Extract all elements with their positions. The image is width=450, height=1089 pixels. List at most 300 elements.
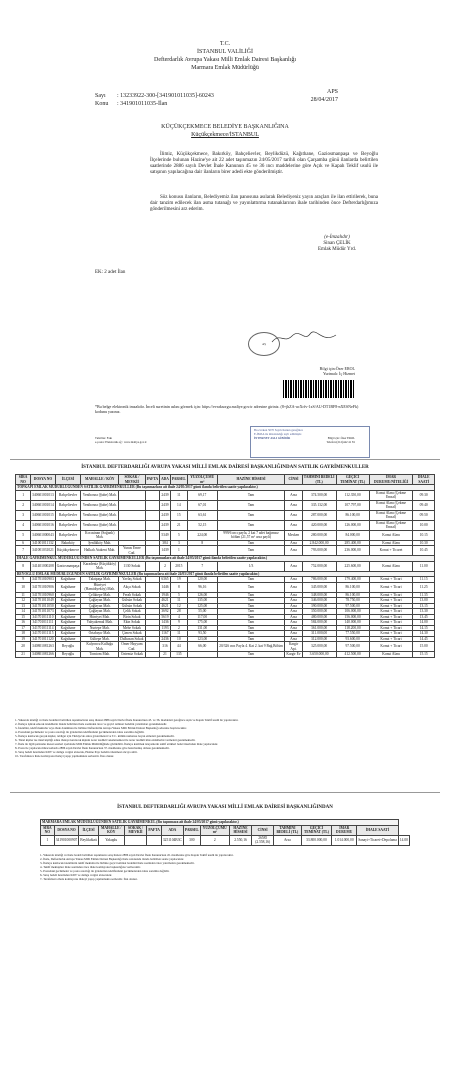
table-cell: 1130 Sokak — [119, 561, 145, 571]
table-cell: 311.000,00 — [302, 631, 336, 637]
table-cell: 44 — [170, 642, 187, 652]
footer-left — [95, 436, 147, 444]
table-cell: Tam — [217, 625, 285, 631]
header-valilik: İSTANBUL VALİLİĞİ — [197, 49, 253, 55]
table-row — [16, 642, 435, 652]
table-cell: Tam — [217, 490, 285, 500]
table-cell: 2.550,16 — [229, 835, 252, 845]
page-divider — [10, 792, 440, 793]
table-cell: 341701011073 — [32, 609, 54, 613]
table-cell: Küçükçekmece — [55, 546, 81, 556]
table-cell: 2439 — [160, 520, 171, 530]
table-cell: 97.500,00 — [336, 642, 369, 652]
table-cell — [145, 520, 159, 530]
signer-name: Sinan ÇELİK — [323, 241, 351, 246]
table-cell: 20/326 ıncı Payla 4. Kat 2. kat 9 Bağ.Bölüm — [217, 642, 285, 652]
table-cell: 340801081266 — [32, 652, 54, 656]
table-cell: 11 — [170, 490, 187, 500]
table-cell: 8 — [16, 561, 31, 571]
table-cell: 11 — [170, 598, 187, 604]
column-header: YÜZÖLÇÜMÜ m² — [187, 475, 217, 485]
second-notice-page — [0, 795, 450, 1089]
table-cell: Konut Alanı — [369, 561, 413, 571]
table-cell: 2439 — [160, 490, 171, 500]
table-cell: Tam — [217, 631, 285, 637]
table-cell: Yenibosna (Şube) Mah. — [81, 490, 119, 500]
table-cell: 341701011120 — [32, 636, 54, 641]
table-row — [16, 652, 435, 658]
table-cell: Konut + Ticari — [369, 582, 413, 592]
table-cell: Konut + Ticari — [369, 625, 413, 631]
table-cell: Yavlaş Sokak — [119, 577, 145, 583]
column-header: MAHALLE / KÖY — [98, 825, 124, 835]
stamp-line-1: Bu evrakın 5070 Sayılı Kanun gereğince — [254, 428, 303, 432]
table-cell: 106.000,00 — [336, 609, 369, 615]
table-cell: Kağıthane — [55, 592, 81, 598]
table-cell: Tam — [217, 582, 285, 592]
table-cell: 140.000,00 — [336, 620, 369, 626]
table-cell — [145, 582, 159, 592]
table-row — [16, 530, 435, 540]
aps-block — [311, 88, 338, 104]
table-cell: Gülsün Sokak — [119, 598, 145, 604]
note-line: 2- İhale, Defterdarlık Avrupa Yakası Milli Emlak Dairesi Başkanlığı ihale salonunda ilanda belirtilen saatte yapılacaktır. — [40, 857, 184, 861]
table-cell: Arsa — [285, 520, 302, 530]
table-cell: 117,00 — [187, 614, 217, 620]
sale-table-body — [16, 485, 435, 658]
table-cell: 09.50 — [413, 510, 435, 520]
table-cell: Ekin Sokak — [119, 620, 145, 626]
table-cell: Kağıthane — [55, 598, 81, 604]
table-cell: Tam — [217, 609, 285, 615]
table-cell: 4 — [16, 520, 31, 530]
table-cell: 14.30 — [413, 631, 435, 637]
table-cell: Tam — [217, 546, 285, 556]
table-cell: Arsa — [285, 609, 302, 615]
table-row — [16, 490, 435, 500]
table-cell: Arsa — [285, 490, 302, 500]
table-cell: 1 — [16, 490, 31, 500]
table-row — [16, 582, 435, 592]
table-cell: 18 — [16, 631, 31, 637]
table-cell: 15 — [16, 614, 31, 620]
table-cell: Konut Alanı — [369, 652, 413, 658]
table-cell: Bahçelievler — [55, 500, 81, 510]
table-cell: Arsa — [285, 625, 302, 631]
table-cell: 93,50 — [187, 631, 217, 637]
section-title: MARMARA EMLAK MÜDÜRLÜĞÜNDEN SATILIK GAYRİMENKUL (Bu taşınmaza ait ihale 24/05/2017 günü yapılacaktır.) — [41, 820, 399, 826]
table-cell: 8 — [187, 540, 217, 546]
note-line: 9- Satış bedeli üzerinden KDV ve damga vergisi alınacak, Hazine Payı bedelin ödenmesi alıcıya aittir. — [15, 750, 138, 754]
table-cell: 118.200,00 — [336, 625, 369, 631]
seal-text: AŞ — [262, 342, 266, 346]
note-line: 4- Teklif mektupları ihale saatinden önce ihale komisyonu başkanlığına verilecektir. — [40, 865, 141, 869]
table-cell: Arsa — [285, 577, 302, 583]
column-header: HAZİNE HİSSESİ — [217, 475, 285, 485]
column-header: İHALE SAATİ — [357, 825, 399, 835]
table-cell: Hürriyet Mah. — [81, 614, 119, 620]
table-cell: 1946 — [161, 592, 169, 597]
table-cell: Gültepe Mah. — [81, 636, 119, 642]
handwritten-signature — [270, 330, 340, 346]
column-header: SIRA NO — [41, 825, 55, 835]
table-cell: 341701011115 — [32, 631, 54, 635]
table-cell — [187, 652, 217, 658]
table-cell: 93.600,00 — [336, 636, 369, 642]
table-cell: Konut Alanı (Çekme Emsal) — [369, 510, 413, 520]
table-cell — [145, 642, 159, 652]
section-title: TOPKAPI EMLAK MÜDÜRLÜĞÜNDEN SATILIK GAYRİMENKULLER (Bu taşınmazlara ait ihale 24/05/2017 günü ilanda belirtilen saatte yapılacaktır.) — [16, 485, 435, 491]
table-cell: Konut Alanı (Çekme Emsal) — [369, 490, 413, 500]
table-cell: Kağıthane — [55, 603, 81, 609]
verification-note: *Bu belge elektronik imzalıdır. İnceli suretinin aslını görmek için: https://evraksorgu.maliye.gov.tr adresine giriniz. (8+jhZA-ucXrfv-1xS/AU-DT1BF8-nXESNeFk) kodunu yazınız. — [95, 404, 359, 414]
table-cell: 21 — [160, 652, 171, 658]
table-cell: Mesken — [285, 530, 302, 540]
table-cell: 12 — [16, 598, 31, 604]
column-header: MAHALLE / KÖY — [81, 475, 119, 485]
table-cell: Kağıthane — [55, 631, 81, 637]
column-header: SIRA NO — [16, 475, 31, 485]
table-cell: 97.500,00 — [336, 603, 369, 609]
table-cell: Tam — [217, 500, 285, 510]
table-cell: Tam — [217, 620, 285, 626]
table-cell: 752.000,00 — [302, 561, 336, 571]
table-row — [16, 500, 435, 510]
table-cell: Beyoğlu — [55, 642, 81, 652]
table-cell — [147, 835, 161, 845]
table-cell: Arsa — [285, 510, 302, 520]
sale-table-title: İSTANBUL DEFTERDARLIĞI AVRUPA YAKASI MİLLİ EMLAK DAİRESİ BAŞKANLIĞINDAN SATILIK GAYRİMENKULLER — [81, 465, 369, 470]
table-row — [16, 510, 435, 520]
table-cell: 13.45 — [413, 614, 435, 620]
table-cell: Arsa — [285, 603, 302, 609]
e-imza-label: (e-İmzalıdır) — [324, 235, 350, 240]
table-cell: 120,00 — [187, 577, 217, 583]
table-cell: 16 — [16, 620, 31, 626]
table-cell — [145, 546, 159, 556]
table-cell: 3.650.000,00 — [302, 652, 336, 658]
addressee-line-1: KÜÇÜKÇEKMECE BELEDİYE BAŞKANLIĞINA — [161, 124, 289, 130]
table-cell: 86.100,00 — [336, 510, 369, 520]
table-cell: 10.00 — [413, 520, 435, 530]
table-cell: 236.000,00 — [336, 546, 369, 556]
paragraph-2: Söz konusu ilanların, Belediyemiz ilan panosuna asılarak Belediyeniz yayın araçları ile ilan ettirilerek, buna dair tanzim edilecek ilan asma tutanağı ve yayınlattırma tutanaklarının ihale tarihinden önce Defterdarlığımıza gönderilmesini arz ederim. — [150, 195, 378, 212]
table-cell: 4621 — [161, 598, 169, 602]
note-line: 8- Posta ile yapılacak müracaatlarda 2886 sayılı Devlet İhale Kanunu'nun 37. maddesine göre hazırlanmış olması gerekmektedir. — [15, 746, 170, 750]
table-cell: Arsa — [285, 592, 302, 598]
table-cell — [119, 500, 145, 510]
note-line: 7- Tarafımızca ihale komisyonu ihaleyi yapıp yapmamakta serbesttir. İlan olunur. — [40, 877, 138, 881]
konu-label: Konu — [95, 101, 109, 107]
table-cell: 10.15 — [413, 530, 435, 540]
table-cell: 86.100,00 — [336, 582, 369, 592]
table-cell: 13.15 — [413, 603, 435, 609]
table-cell: 09.30 — [413, 490, 435, 500]
letter-page — [0, 0, 450, 458]
table-cell: 125,00 — [187, 603, 217, 609]
table-cell: 69,17 — [187, 490, 217, 500]
table-cell: 112.350,00 — [336, 490, 369, 500]
table-cell: 84.000,00 — [336, 530, 369, 540]
table-cell: 3692 — [161, 609, 169, 613]
table-cell: 28 — [170, 609, 187, 615]
column-header: ADA — [161, 825, 183, 835]
table-cell: 13 — [16, 603, 31, 609]
sale-table — [15, 474, 435, 658]
table-cell: Sanayi+Ticaret+Depolama — [357, 835, 399, 845]
table-cell: 316 — [160, 642, 171, 652]
table-cell: Arsa — [285, 540, 302, 546]
table-cell: Kocasinan (Soğanlı) Mah. — [81, 530, 119, 540]
table-cell: 10.45 — [413, 546, 435, 556]
table-cell: 300 — [183, 835, 200, 845]
table-cell: 1193 — [161, 625, 169, 630]
table-cell: Yenibosna (Şube) Mah. — [81, 520, 119, 530]
table-cell: Kağıthane — [55, 582, 81, 592]
table-cell: Konut + Ticari — [369, 609, 413, 615]
table-cell: 350.000,00 — [302, 609, 336, 615]
table-cell: 19 — [16, 636, 31, 642]
table-cell: Konut + Ticari — [369, 642, 413, 652]
table-cell: Konut Alanı — [369, 530, 413, 540]
table-cell: 156.000,00 — [336, 614, 369, 620]
table-cell: Yunus Emre Cad. — [119, 546, 145, 556]
table-cell: 9 — [16, 577, 31, 583]
table-cell: Tam — [217, 592, 285, 598]
table-cell: Tam — [217, 652, 285, 658]
table-cell: 3251104B3C — [161, 835, 183, 845]
table-cell: 11 — [16, 592, 31, 598]
bilgi-line-1: Bilgi için:Özer EROL — [319, 366, 355, 371]
table-cell: 33.800.000,00 — [301, 835, 331, 845]
table-cell: Çağlayan Mah. — [81, 598, 119, 604]
signature-block — [318, 235, 356, 253]
table-cell: Kağıthane — [55, 636, 81, 642]
footer-right-1: Bilgi için: Özer EROL — [327, 436, 355, 440]
table-cell — [119, 530, 145, 540]
table-cell — [145, 500, 159, 510]
table-cell: 280.000,00 — [302, 530, 336, 540]
note-line: 6- Satış bedeli üzerinden KDV ve damga vergisi alınacaktır. — [40, 873, 113, 877]
table-cell: Gülsün Sokak — [119, 603, 145, 609]
table-cell: Arsa — [285, 636, 302, 642]
table-cell: 96,16 — [187, 582, 217, 592]
note-line: 3- İhaleye katılacak isteklilerin teklif mektubu ile birlikte geçici teminat bedelini ihale saatinden önce yatırmaları gerekmektedir. — [40, 861, 195, 865]
second-notice-table — [40, 819, 410, 846]
paragraph-1: İlimiz, Küçükçekmece, Bakırköy, Bahçelievler, Beylikdüzü, Kağıthane, Gaziosmanpaşa ve Beyoğlu İlçelerinde bulunan Hazine'ye ait 22 adet taşınmazın 24/05/2017 tarihli olan Çarşamba günü ilanlarda belirtilen saatlerinde 2886 sayılı Devlet İhale Kanunun 45 ve 36 ıncı maddelerine göre Açık ve Kapalı Teklif usulü ile satışının yapılacağına dair ilanların birer adedi ekte gönderilmiştir. — [150, 152, 378, 175]
second-notice-notes — [40, 853, 410, 881]
table-cell: 341701011114 — [32, 625, 54, 630]
table-cell: 325.000,00 — [302, 642, 336, 652]
table-cell: 361.000,00 — [302, 625, 336, 631]
table-cell: 341701011050 — [32, 603, 54, 608]
table-cell: Ortabayır Mah. — [81, 631, 119, 637]
table-cell: Konut + Ticaret — [369, 546, 413, 556]
table-cell: Kağıthane — [55, 625, 81, 631]
table-cell: Tam — [217, 520, 285, 530]
second-notice-title: İSTANBUL DEFTERDARLIĞI AVRUPA YAKASI MİLLİ EMLAK DAİRESİ BAŞKANLIĞINDAN — [117, 805, 333, 810]
table-cell: 340601001014 — [31, 500, 56, 510]
column-header: TAHMİNİ BEDELİ (TL) — [303, 475, 335, 484]
table-cell: 86.100,00 — [336, 592, 369, 598]
table-cell — [119, 510, 145, 520]
table-cell: Birin Sokak — [119, 614, 145, 620]
table-cell: Dalbasan Sokak — [120, 636, 144, 641]
column-header: PAFTA — [145, 475, 159, 485]
table-cell: Kargir Ev — [286, 652, 301, 656]
table-cell: Bahçelievler — [55, 530, 81, 540]
column-header: GEÇİCİ TEMİNAT (TL) — [336, 475, 369, 485]
table-cell: 341701010903 — [32, 577, 54, 581]
table-cell — [187, 546, 217, 556]
table-cell: 341701011111 — [32, 620, 54, 624]
table-cell: Konut + Ticari — [369, 592, 413, 598]
column-header: YÜZÖLÇÜMÜ m² — [200, 825, 229, 835]
table-cell: Öztemiz Sokak — [119, 652, 145, 658]
table-cell: 341701011049 — [32, 598, 54, 602]
header-tc: T.C. — [219, 41, 231, 47]
column-header: PAFTA — [147, 825, 161, 835]
table-cell: 131,00 — [187, 625, 217, 631]
letter-date: 28/04/2017 — [310, 97, 338, 103]
footer-right-2: Telefon:(212)442 41 81 — [326, 440, 355, 444]
table-cell: 7 — [16, 546, 31, 556]
table-cell: 10 — [170, 636, 187, 642]
table-cell: 3 — [170, 540, 187, 546]
table-cell: 12 — [170, 603, 187, 609]
note-line: 1- Yukarıda niteliği ve ihale bedeli belirtilen taşınmazın satış ihalesi 2886 sayılı Devlet İhale Kanunu'nun 45. maddesine göre Kapalı Teklif usulü ile yapılacaktır. — [40, 853, 234, 857]
table-cell: Beyoğlu — [55, 652, 81, 658]
table-cell: 335.132,00 — [302, 500, 336, 510]
table-cell: Arsa — [285, 500, 302, 510]
table-cell: 584.000,00 — [302, 620, 336, 626]
table-cell: 13.00 — [413, 598, 435, 604]
table-cell: Beylikdüzü — [79, 835, 99, 845]
table-cell: 1 — [170, 546, 187, 556]
column-header: HAZİNE HİSSESİ — [229, 825, 252, 835]
table-cell: Çimen Sokak — [119, 631, 145, 637]
table-cell: 52,15 — [187, 520, 217, 530]
column-header: ADA — [160, 475, 171, 485]
column-header: SOKAK / MEVKİİ — [119, 475, 145, 485]
table-cell — [145, 652, 159, 658]
table-row — [16, 561, 435, 571]
table-cell: Kalyoncu Kulluğu Mah. — [81, 642, 119, 652]
table-cell: 4 — [170, 614, 187, 620]
table-cell: 8 — [170, 582, 187, 592]
table-cell: 2439 — [160, 500, 171, 510]
column-header: DOSYA NO — [31, 475, 56, 485]
table-cell: 312.000,00 — [302, 636, 336, 642]
table-cell: Arsa — [285, 546, 302, 556]
table-cell: 126.000,00 — [336, 520, 369, 530]
table-cell: 11.25 — [413, 582, 435, 592]
table-cell: Bahçelievler — [55, 520, 81, 530]
addressee — [0, 123, 450, 139]
footer-left-1: Tulsillas: Fakı — [95, 436, 113, 440]
table-cell: 1446 — [160, 582, 171, 592]
table-cell: 77.550,00 — [336, 631, 369, 637]
table-cell: 11.00 — [413, 561, 435, 571]
bilgi-block — [320, 366, 355, 376]
stamp-line-2: E-İMZA ile imzalandığı teyit edilmiştir. — [254, 432, 302, 436]
table-cell: 7 — [187, 561, 217, 571]
table-cell: 1.014.000,00 — [332, 835, 357, 845]
table-cell: 123,00 — [187, 636, 217, 642]
table-cell: 341701010960 — [32, 592, 54, 597]
table-cell: Tam — [217, 577, 285, 583]
table-cell: 21 — [16, 652, 31, 658]
table-cell: 15 — [170, 510, 187, 520]
table-cell: 107.797,00 — [336, 500, 369, 510]
column-header: CİNSİ — [285, 475, 302, 485]
table-cell — [119, 520, 145, 530]
table-cell: Konut + Ticari — [369, 636, 413, 642]
table-cell: 374.500,00 — [302, 490, 336, 500]
table-cell: 20 — [16, 642, 31, 652]
table-cell: 2436 — [161, 636, 169, 641]
note-line: 6- Tüzel kişiler ise tüzel kişiliği adına ihaleye katılacak kişinin noter tasdikli vekaletnamesi ile noter tasdikli imza sirkülerini vermeleri gerekmektedir. — [15, 738, 196, 742]
sale-listing-page — [0, 460, 450, 790]
table-cell: Karadeniz (Küçükköy) Mah. — [81, 561, 119, 571]
table-cell: 26585 (2.558,16) — [252, 835, 274, 845]
table-cell: Çağlayan Mah. — [81, 609, 119, 615]
table-cell: 5 — [170, 592, 187, 598]
column-header: PARSEL — [170, 475, 187, 485]
table-row — [16, 546, 435, 556]
table-cell: 412.500,00 — [336, 652, 369, 658]
table-cell: 175,00 — [187, 620, 217, 626]
table-cell: Bahçelievler — [55, 490, 81, 500]
column-header: TAHMİNİ BEDELİ (TL) — [274, 825, 302, 835]
table-cell: 13.30 — [413, 609, 435, 615]
table-cell — [124, 835, 147, 845]
section-title: BEYOĞLU EMLAK MÜDÜRLÜĞÜNDEN SATILIK GAYRİMENKULLER (Bu taşınmazlara ait ihale 24/05/2017 günü ilanda belirtilen saatte yapılacaktır.) — [16, 571, 435, 577]
table-cell: Tomtom Mah. — [81, 652, 119, 658]
table-cell: 340601001015 — [31, 510, 56, 520]
table-cell: 341001031021 — [31, 546, 56, 556]
note-line: 1- Yukarıda niteliği ve ihale bedelleri belirtilen taşınmazların satış ihalesi 2886 sayılı Devlet İhale Kanunu'nun 45. ve 36. maddeleri gereğince Açık ve Kapalı Teklif usulü ile yapılacaktır. — [15, 718, 239, 722]
table-cell: 6365 — [161, 577, 169, 581]
table-cell: 4621 — [161, 603, 169, 608]
table-cell: Bahçelievler — [55, 510, 81, 520]
table-cell: Hürriyet (Hamidiyeköy) Mah. — [81, 582, 119, 592]
table-cell: Talatpaşa Mah. — [81, 577, 119, 583]
table-cell: 179.400,00 — [336, 577, 369, 583]
table-cell: 1167 — [161, 631, 169, 635]
table-cell: 346.000,00 — [302, 598, 336, 604]
column-header: İMAR DURUMU/NİTELİĞİ — [369, 475, 413, 485]
table-cell: 19 — [170, 577, 187, 583]
table-cell: 135,00 — [187, 598, 217, 604]
table-cell: 793.000,00 — [302, 546, 336, 556]
note-line: 5- Postadaki gecikmeler ve posta aracılığı ile gönderilen tekliflerdeki gecikmelerden idare sorumlu değildir. — [40, 869, 170, 873]
table-cell: 2439 — [160, 510, 171, 520]
column-header: GEÇİCİ TEMİNAT (TL) — [301, 825, 331, 835]
konu-value: : 341901011035-İlan — [117, 101, 168, 107]
table-cell: Arsa — [285, 614, 302, 620]
table-cell: 10.30 — [413, 540, 435, 546]
table-cell: 2 — [160, 561, 171, 571]
table-cell: 225.600,00 — [336, 561, 369, 571]
table-cell: 6 — [16, 540, 31, 546]
table-cell: 5 — [170, 530, 187, 540]
sayi-value: : 13233922-300-[341901011035]-60243 — [117, 93, 214, 99]
table-cell: Konut + Ticari — [369, 620, 413, 626]
column-header: SOKAK / MEVKİİ — [124, 825, 147, 835]
table-cell: Arsa — [285, 561, 302, 571]
table-cell: Kağıthane — [55, 614, 81, 620]
